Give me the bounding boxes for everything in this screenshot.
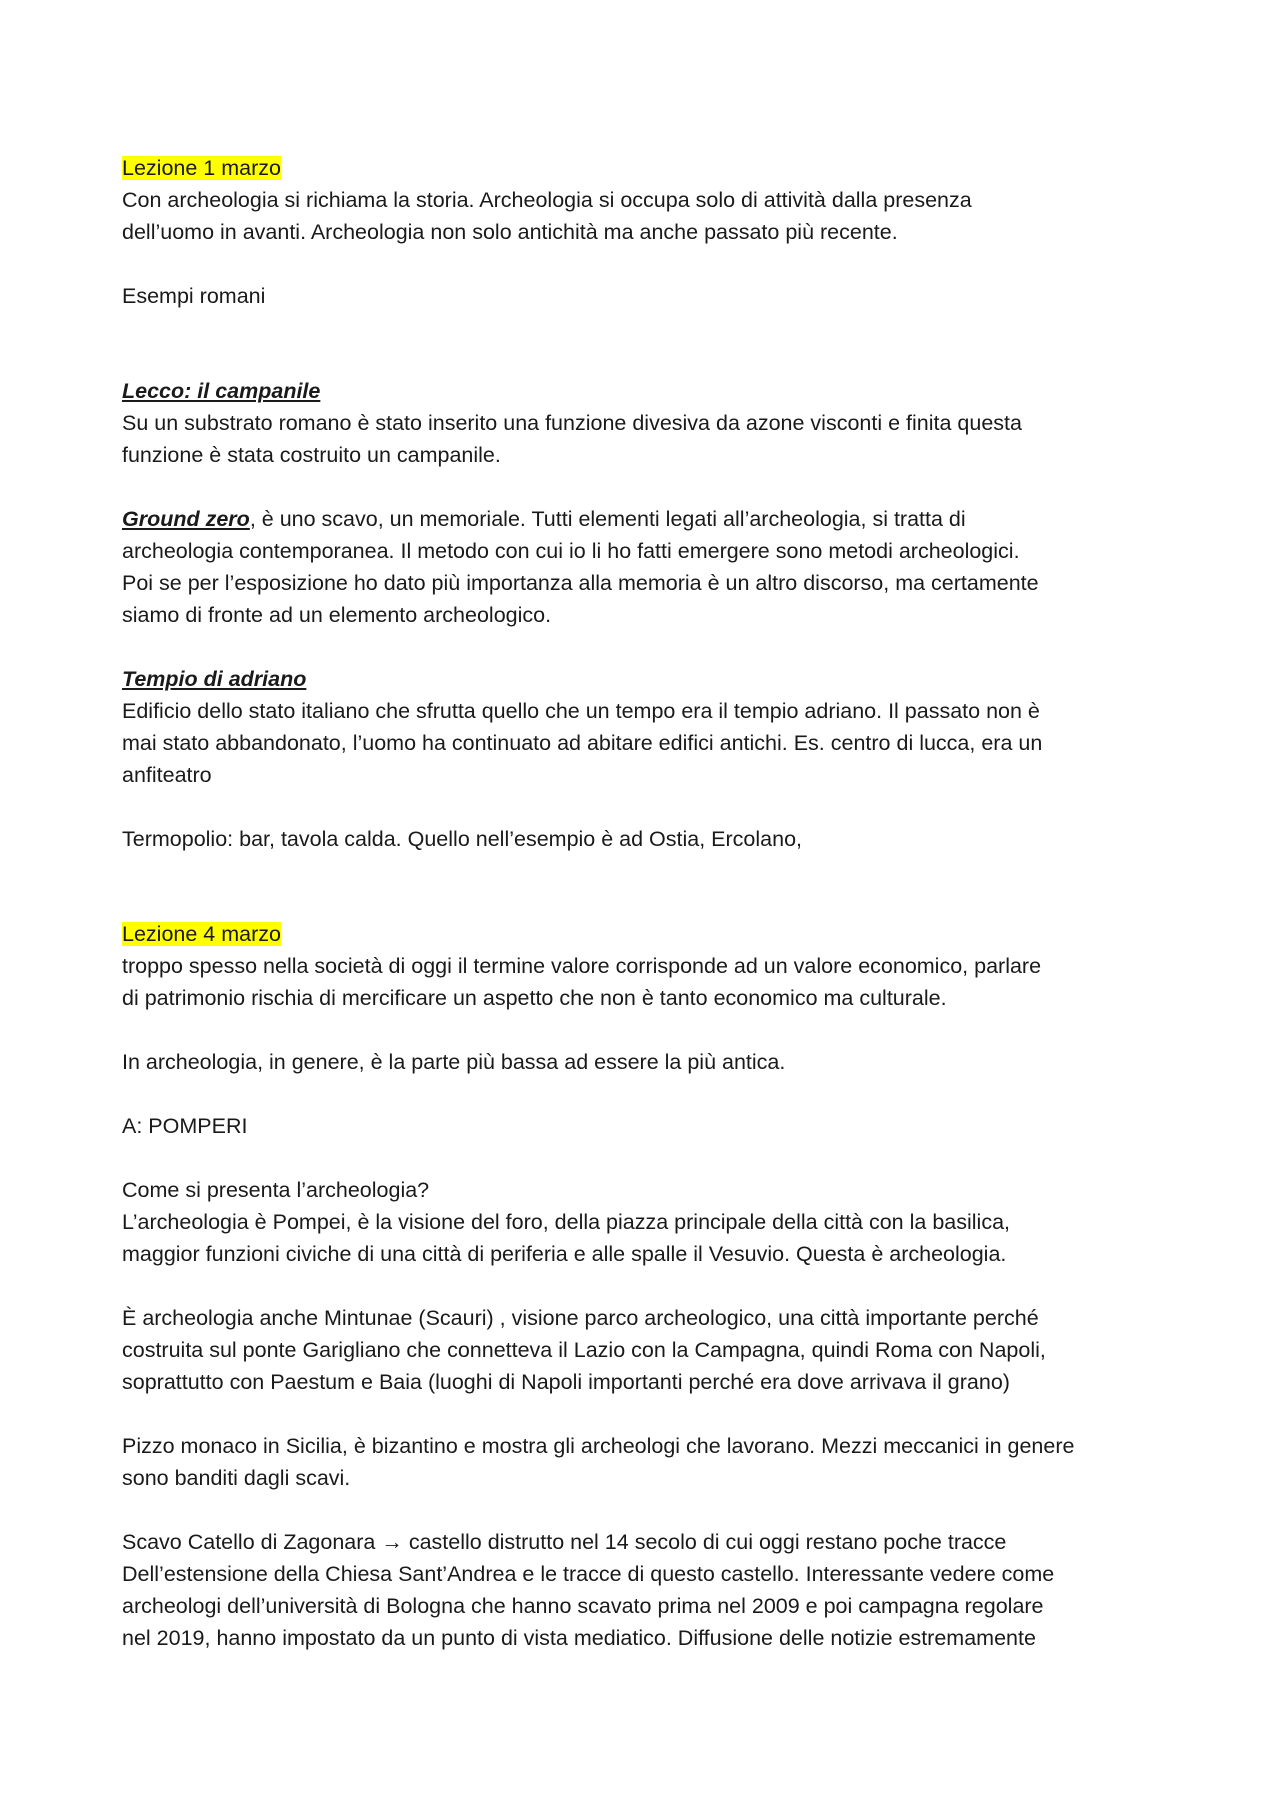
blank-line: [122, 1494, 1182, 1526]
paragraph-line: sono banditi dagli scavi.: [122, 1466, 351, 1490]
paragraph-line: costruita sul ponte Garigliano che connetteva il Lazio con la Campagna, quindi Roma con Napoli,: [122, 1338, 1046, 1362]
paragraph-line: Termopolio: bar, tavola calda. Quello nell’esempio è ad Ostia, Ercolano,: [122, 827, 803, 851]
paragraph-line: dell’uomo in avanti. Archeologia non solo antichità ma anche passato più recente.: [122, 220, 898, 244]
paragraph-line: Poi se per l’esposizione ho dato più importanza alla memoria è un altro discorso, ma certamente: [122, 571, 1039, 595]
paragraph-line: Dell’estensione della Chiesa Sant’Andrea e le tracce di questo castello. Interessante vedere come: [122, 1562, 1055, 1586]
section-title-line: [122, 375, 1182, 407]
paragraph-line: troppo spesso nella società di oggi il termine valore corrisponde ad un valore economico, parlare: [122, 954, 1042, 978]
paragraph-line: Edificio dello stato italiano che sfrutta quello che un tempo era il tempio adriano. Il passato non è: [122, 699, 1040, 723]
paragraph-line: soprattutto con Paestum e Baia (luoghi di Napoli importanti perché era dove arrivava il grano): [122, 1370, 1010, 1394]
blank-line: [122, 248, 1182, 280]
paragraph-line: È archeologia anche Mintunae (Scauri) , visione parco archeologico, una città importante perché: [122, 1306, 1039, 1330]
paragraph-line: di patrimonio rischia di mercificare un aspetto che non è tanto economico ma culturale.: [122, 986, 947, 1010]
ground-zero-first-line: , è uno scavo, un memoriale. Tutti elementi legati all’archeologia, si tratta di: [249, 507, 966, 531]
paragraph-line: Come si presenta l’archeologia?: [122, 1178, 430, 1202]
paragraph-line: anfiteatro: [122, 763, 212, 787]
lesson-4-heading-line: [122, 918, 1182, 950]
blank-line: [122, 631, 1182, 663]
examples-label: Esempi romani: [122, 284, 266, 308]
blank-line: [122, 1398, 1182, 1430]
paragraph-line: mai stato abbandonato, l’uomo ha continuato ad abitare edifici antichi. Es. centro di lucca, era un: [122, 731, 1043, 755]
paragraph-line: Con archeologia si richiama la storia. Archeologia si occupa solo di attività dalla presenza: [122, 188, 972, 212]
blank-line: [122, 1270, 1182, 1302]
paragraph-line: archeologia contemporanea. Il metodo con cui io li ho fatti emergere sono metodi archeologici.: [122, 539, 1020, 563]
section-title-lecco: Lecco: il campanile: [122, 379, 321, 403]
document-page: [122, 152, 1182, 1654]
blank-line: [122, 471, 1182, 503]
blank-line: [122, 855, 1182, 918]
paragraph-line: A: POMPERI: [122, 1114, 248, 1138]
paragraph-line: Pizzo monaco in Sicilia, è bizantino e mostra gli archeologi che lavorano. Mezzi meccanici in genere: [122, 1434, 1075, 1458]
blank-line: [122, 312, 1182, 375]
paragraph-line: archeologi dell’università di Bologna che hanno scavato prima nel 2009 e poi campagna regolare: [122, 1594, 1044, 1618]
paragraph-line: In archeologia, in genere, è la parte più bassa ad essere la più antica.: [122, 1050, 786, 1074]
paragraph-line: nel 2019, hanno impostato da un punto di vista mediatico. Diffusione delle notizie estremamente: [122, 1626, 1036, 1650]
blank-line: [122, 1142, 1182, 1174]
paragraph-line: Su un substrato romano è stato inserito una funzione divesiva da azone visconti e finita questa: [122, 411, 1022, 435]
lesson-4-heading: Lezione 4 marzo: [122, 922, 281, 946]
lesson-1-heading: Lezione 1 marzo: [122, 156, 281, 180]
section-title-line: [122, 663, 1182, 695]
paragraph-line: funzione è stata costruito un campanile.: [122, 443, 501, 467]
blank-line: [122, 1014, 1182, 1046]
paragraph-line: L’archeologia è Pompei, è la visione del foro, della piazza principale della città con la basilica,: [122, 1210, 1010, 1234]
paragraph-line: Scavo Catello di Zagonara → castello distrutto nel 14 secolo di cui oggi restano poche tracce: [122, 1530, 1007, 1554]
blank-line: [122, 791, 1182, 823]
paragraph-line: siamo di fronte ad un elemento archeologico.: [122, 603, 552, 627]
lesson-1-heading-line: [122, 152, 1182, 184]
section-title-ground-zero: Ground zero: [122, 507, 250, 531]
paragraph-line: maggior funzioni civiche di una città di periferia e alle spalle il Vesuvio. Questa è archeologia.: [122, 1242, 1007, 1266]
blank-line: [122, 1078, 1182, 1110]
section-title-tempio: Tempio di adriano: [122, 667, 307, 691]
paragraph-line: [122, 503, 1182, 535]
